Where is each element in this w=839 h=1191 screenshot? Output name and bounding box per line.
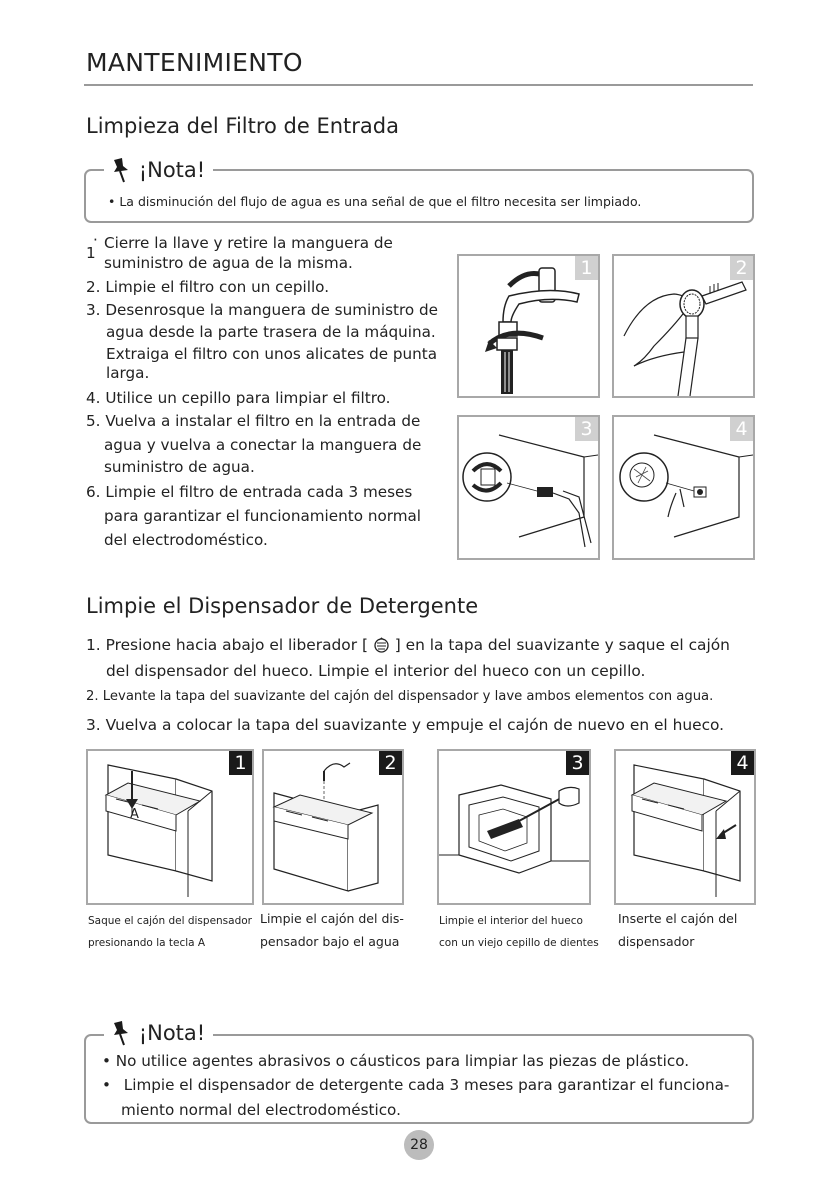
inlet-step-6: 6. Limpie el filtro de entrada cada 3 meses para garantizar el funcionamiento normal del electrodoméstico. <box>86 483 422 549</box>
note-heading-2: ¡Nota! <box>104 1021 213 1047</box>
section-title-inlet-filter: Limpieza del Filtro de Entrada <box>86 114 399 138</box>
note-2-bullet-1: • No utilice agentes abrasivos o cáusticos para limpiar las piezas de plástico. <box>102 1052 690 1070</box>
dispenser-step-3: 3. Vuelva a colocar la tapa del suavizante y empuje el cajón de nuevo en el hueco. <box>86 716 725 734</box>
note-2-bullet-2: • Limpie el dispensador de detergente cada 3 meses para garantizar el funciona- <box>102 1076 730 1094</box>
figure-number: 2 <box>379 751 402 775</box>
title-divider <box>84 84 753 86</box>
drawer-press-illustration <box>88 751 252 903</box>
dispenser-figure-2 <box>262 749 404 905</box>
section-title-detergent-dispenser: Limpie el Dispensador de Detergente <box>86 594 479 618</box>
figure-number: 1 <box>229 751 252 775</box>
caption-figure-3: Limpie el interior del hueco con un viejo cepillo de dientes <box>439 915 599 949</box>
page-title: MANTENIMIENTO <box>86 48 303 77</box>
note-2-bullet-2-cont: miento normal del electrodoméstico. <box>121 1101 401 1119</box>
figure-number: 4 <box>731 751 754 775</box>
inlet-figure-3 <box>457 415 600 560</box>
figure-number: 1 <box>575 256 598 280</box>
dispenser-step-2: 2. Levante la tapa del suavizante del cajón del dispensador y lave ambos elementos con agua. <box>86 689 714 704</box>
note-1-text: • La disminución del flujo de agua es una señal de que el filtro necesita ser limpiado. <box>108 194 642 209</box>
dispenser-figure-1 <box>86 749 254 905</box>
release-latch-icon <box>374 637 389 654</box>
key-a-label: A <box>130 807 139 822</box>
figure-number: 3 <box>566 751 589 775</box>
note-heading-1: ¡Nota! <box>104 158 213 184</box>
caption-figure-4: Inserte el cajón del dispensador <box>618 911 738 949</box>
inlet-step-3: 3. Desenrosque la manguera de suministro de agua desde la parte trasera de la máquina. Extraiga el filtro con unos alicates de punta larga. <box>86 301 438 382</box>
dispenser-step-1: 1. Presione hacia abajo el liberador [ ] en la tapa del suavizante y saque el cajón del dispensador del hueco. Limpie el interior del hueco con un cepillo. <box>86 636 730 680</box>
figure-number: 2 <box>730 256 753 280</box>
inlet-figure-4 <box>612 415 755 560</box>
inlet-figure-2 <box>612 254 755 398</box>
inlet-step-2: 2. Limpie el filtro con un cepillo. <box>86 278 330 296</box>
page-number: 28 <box>404 1130 434 1160</box>
inlet-figure-1 <box>457 254 600 398</box>
figure-number: 3 <box>575 417 598 441</box>
caption-figure-2: Limpie el cajón del dis- pensador bajo el agua <box>260 911 404 949</box>
dispenser-figure-3 <box>437 749 591 905</box>
inlet-step-4: 4. Utilice un cepillo para limpiar el filtro. <box>86 389 391 407</box>
pushpin-icon <box>108 1021 132 1047</box>
figure-number: 4 <box>730 417 753 441</box>
pushpin-icon <box>108 158 132 184</box>
inlet-step-5: 5. Vuelva a instalar el filtro en la entrada de agua y vuelva a conectar la manguera de suministro de agua. <box>86 412 422 476</box>
dispenser-figure-4 <box>614 749 756 905</box>
caption-figure-1: Saque el cajón del dispensador presionando la tecla A <box>88 915 252 949</box>
